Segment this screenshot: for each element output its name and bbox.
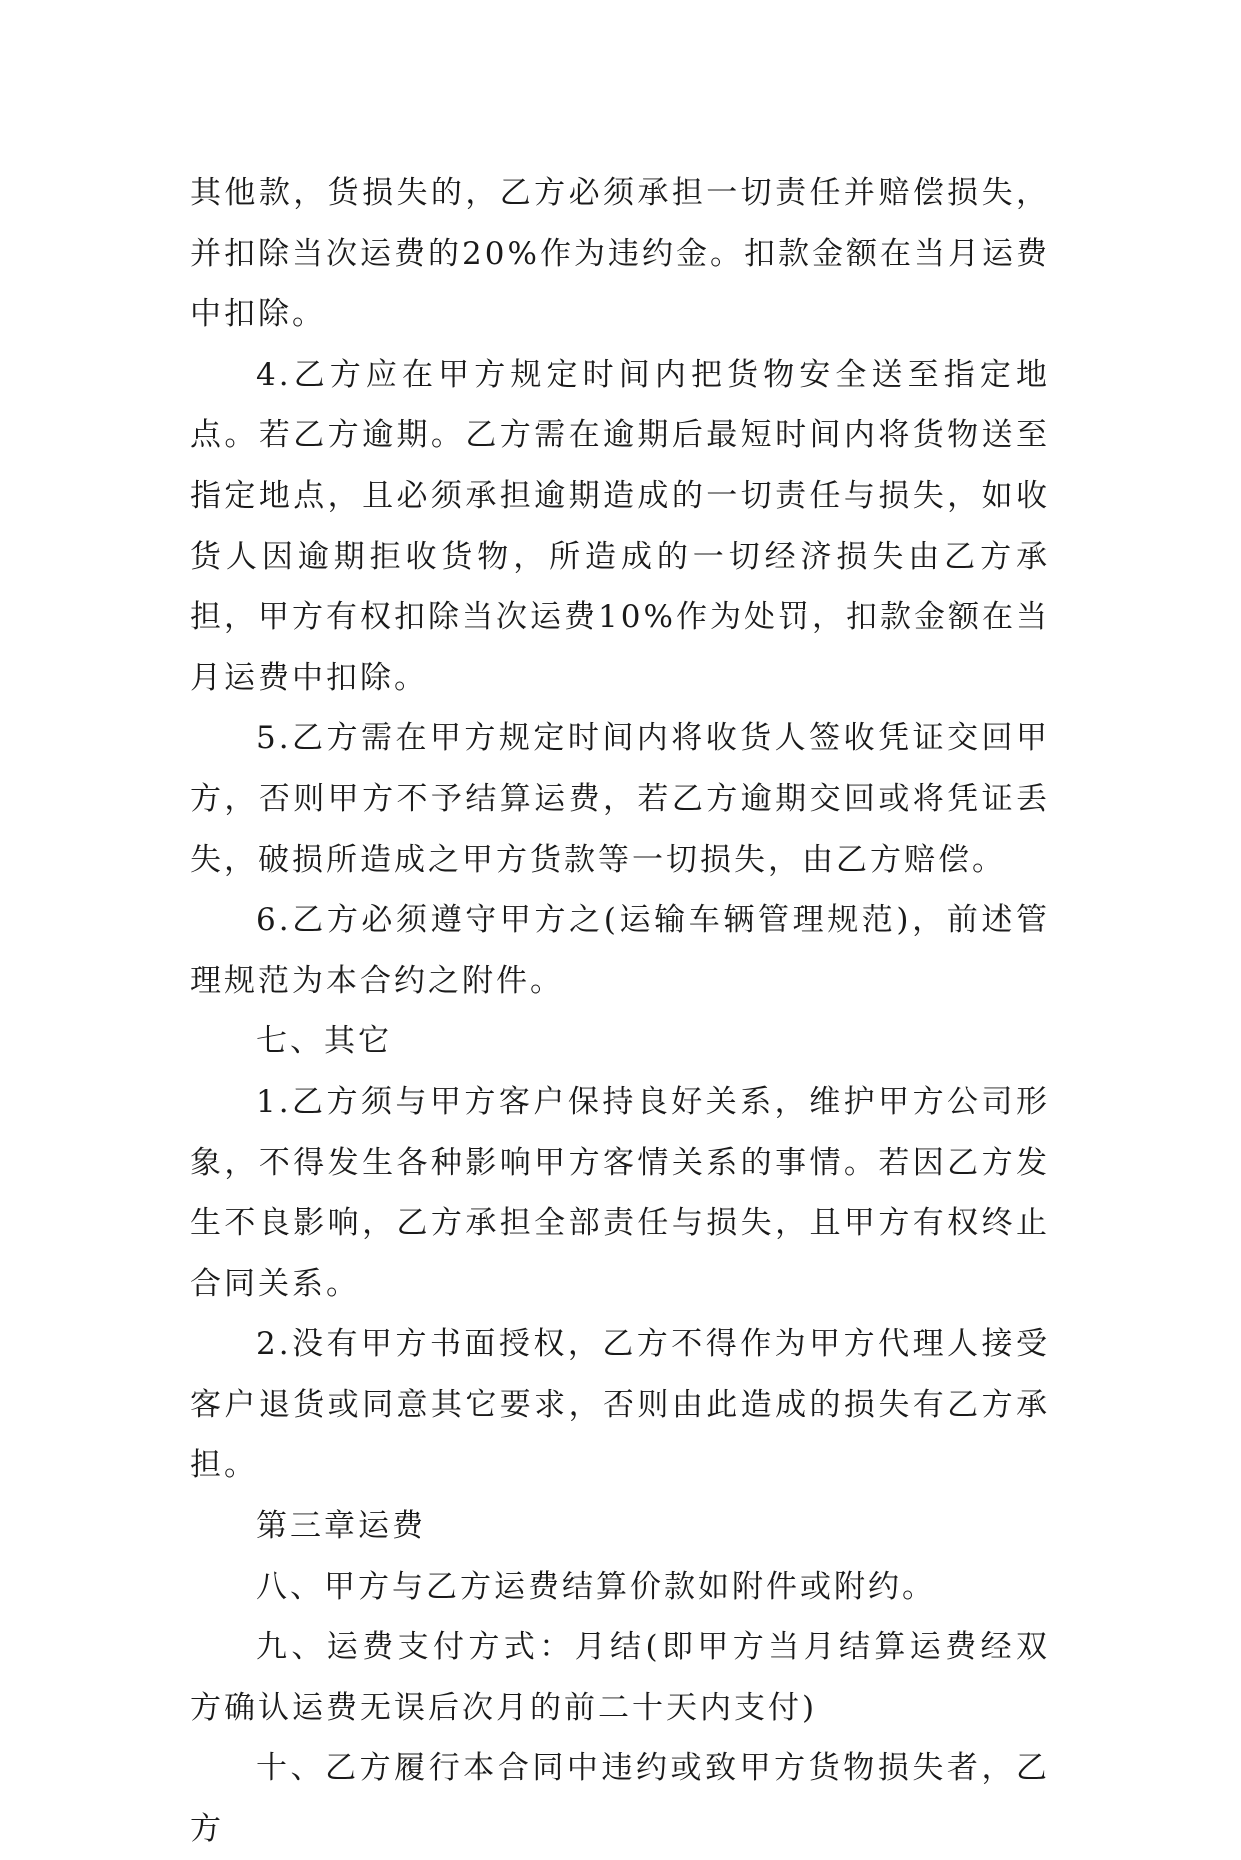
paragraph-other-2-authorization: 2.没有甲方书面授权，乙方不得作为甲方代理人接受客户退货或同意其它要求，否则由此造成的损失有乙方承担。 [190, 1326, 1050, 1484]
paragraph-penalty-continuation: 其他款，货损失的，乙方必须承担一切责任并赔偿损失，并扣除当次运费的20%作为违约金。扣款金额在当月运费中扣除。 [190, 175, 1050, 333]
paragraph-clause-10-breach: 十、乙方履行本合同中违约或致甲方货物损失者，乙方 [190, 1750, 1050, 1848]
paragraph-clause-9-payment: 九、运费支付方式：月结(即甲方当月结算运费经双方确认运费无误后次月的前二十天内支付) [190, 1629, 1050, 1726]
paragraph-clause-6-rules: 6.乙方必须遵守甲方之(运输车辆管理规范)，前述管理规范为本合约之附件。 [190, 902, 1050, 999]
section-heading-7-other: 七、其它 [256, 1023, 392, 1060]
paragraph-other-1-relations: 1.乙方须与甲方客户保持良好关系，维护甲方公司形象，不得发生各种影响甲方客情关系的事情。若因乙方发生不良影响，乙方承担全部责任与损失，且甲方有权终止合同关系。 [190, 1083, 1050, 1302]
document-body [190, 163, 1050, 1860]
paragraph-clause-8-price: 八、甲方与乙方运费结算价款如附件或附约。 [256, 1568, 936, 1605]
paragraph-clause-5-receipt: 5.乙方需在甲方规定时间内将收货人签收凭证交回甲方，否则甲方不予结算运费，若乙方逾期交回或将凭证丢失，破损所造成之甲方货款等一切损失，由乙方赔偿。 [190, 720, 1050, 878]
paragraph-clause-4-delivery: 4.乙方应在甲方规定时间内把货物安全送至指定地点。若乙方逾期。乙方需在逾期后最短时间内将货物送至指定地点，且必须承担逾期造成的一切责任与损失，如收货人因逾期拒收货物，所造成的一切经济损失由乙方承担，甲方有权扣除当次运费10%作为处罚，扣款金额在当月运费中扣除。 [190, 356, 1050, 696]
chapter-heading-3-freight: 第三章运费 [256, 1508, 426, 1545]
